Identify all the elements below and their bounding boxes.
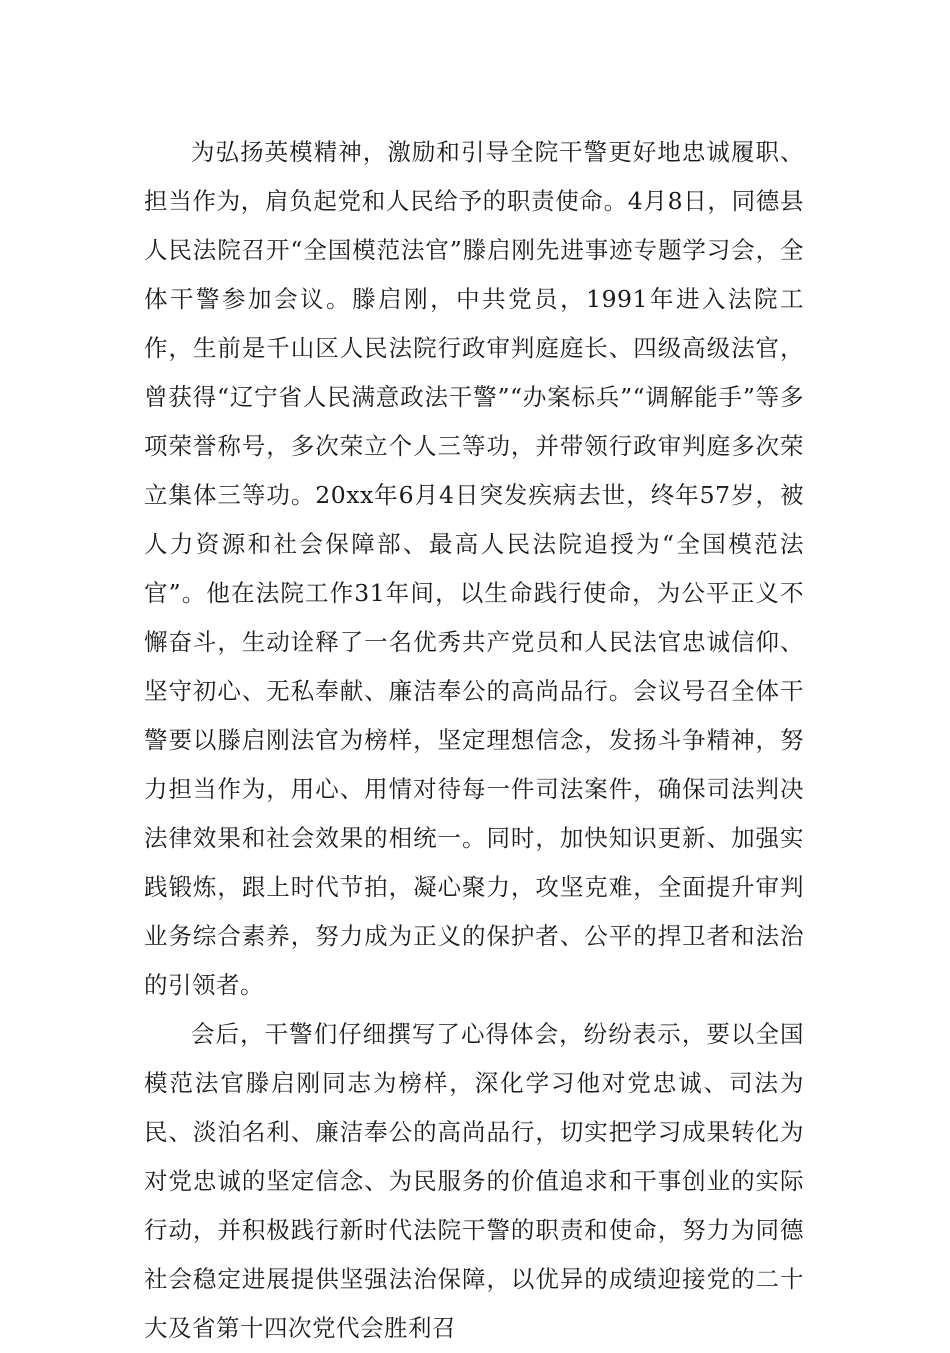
paragraph-1: 为弘扬英模精神，激励和引导全院干警更好地忠诚履职、担当作为，肩负起党和人民给予的职责使命。4月8日，同德县人民法院召开“全国模范法官”滕启刚先进事迹专题学习会，全体干警参加会议。滕启刚，中共党员，1991年进入法院工作，生前是千山区人民法院行政审判庭庭长、四级高级法官，曾获得“辽宁省人民满意政法干警”“办案标兵”“调解能手”等多项荣誉称号，多次荣立个人三等功，并带领行政审判庭多次荣立集体三等功。20xx年6月4日突发疾病去世，终年57岁，被人力资源和社会保障部、最高人民法院追授为“全国模范法官”。他在法院工作31年间，以生命践行使命，为公平正义不懈奋斗，生动诠释了一名优秀共产党员和人民法官忠诚信仰、坚守初心、无私奉献、廉洁奉公的高尚品行。会议号召全体干警要以滕启刚法官为榜样，坚定理想信念，发扬斗争精神，努力担当作为，用心、用情对待每一件司法案件，确保司法判决法律效果和社会效果的相统一。同时，加快知识更新、加强实践锻炼，跟上时代节拍，凝心聚力，攻坚克难，全面提升审判业务综合素养，努力成为正义的保护者、公平的捍卫者和法治的引领者。	[144, 138, 804, 999]
document-body	[144, 128, 804, 1353]
paragraph-2: 会后，干警们仔细撰写了心得体会，纷纷表示，要以全国模范法官滕启刚同志为榜样，深化学习他对党忠诚、司法为民、淡泊名利、廉洁奉公的高尚品行，切实把学习成果转化为对党忠诚的坚定信念、为民服务的价值追求和干事创业的实际行动，并积极践行新时代法院干警的职责和使命，努力为同德社会稳定进展提供坚强法治保障，以优异的成绩迎接党的二十大及省第十四次党代会胜利召	[144, 1020, 804, 1342]
